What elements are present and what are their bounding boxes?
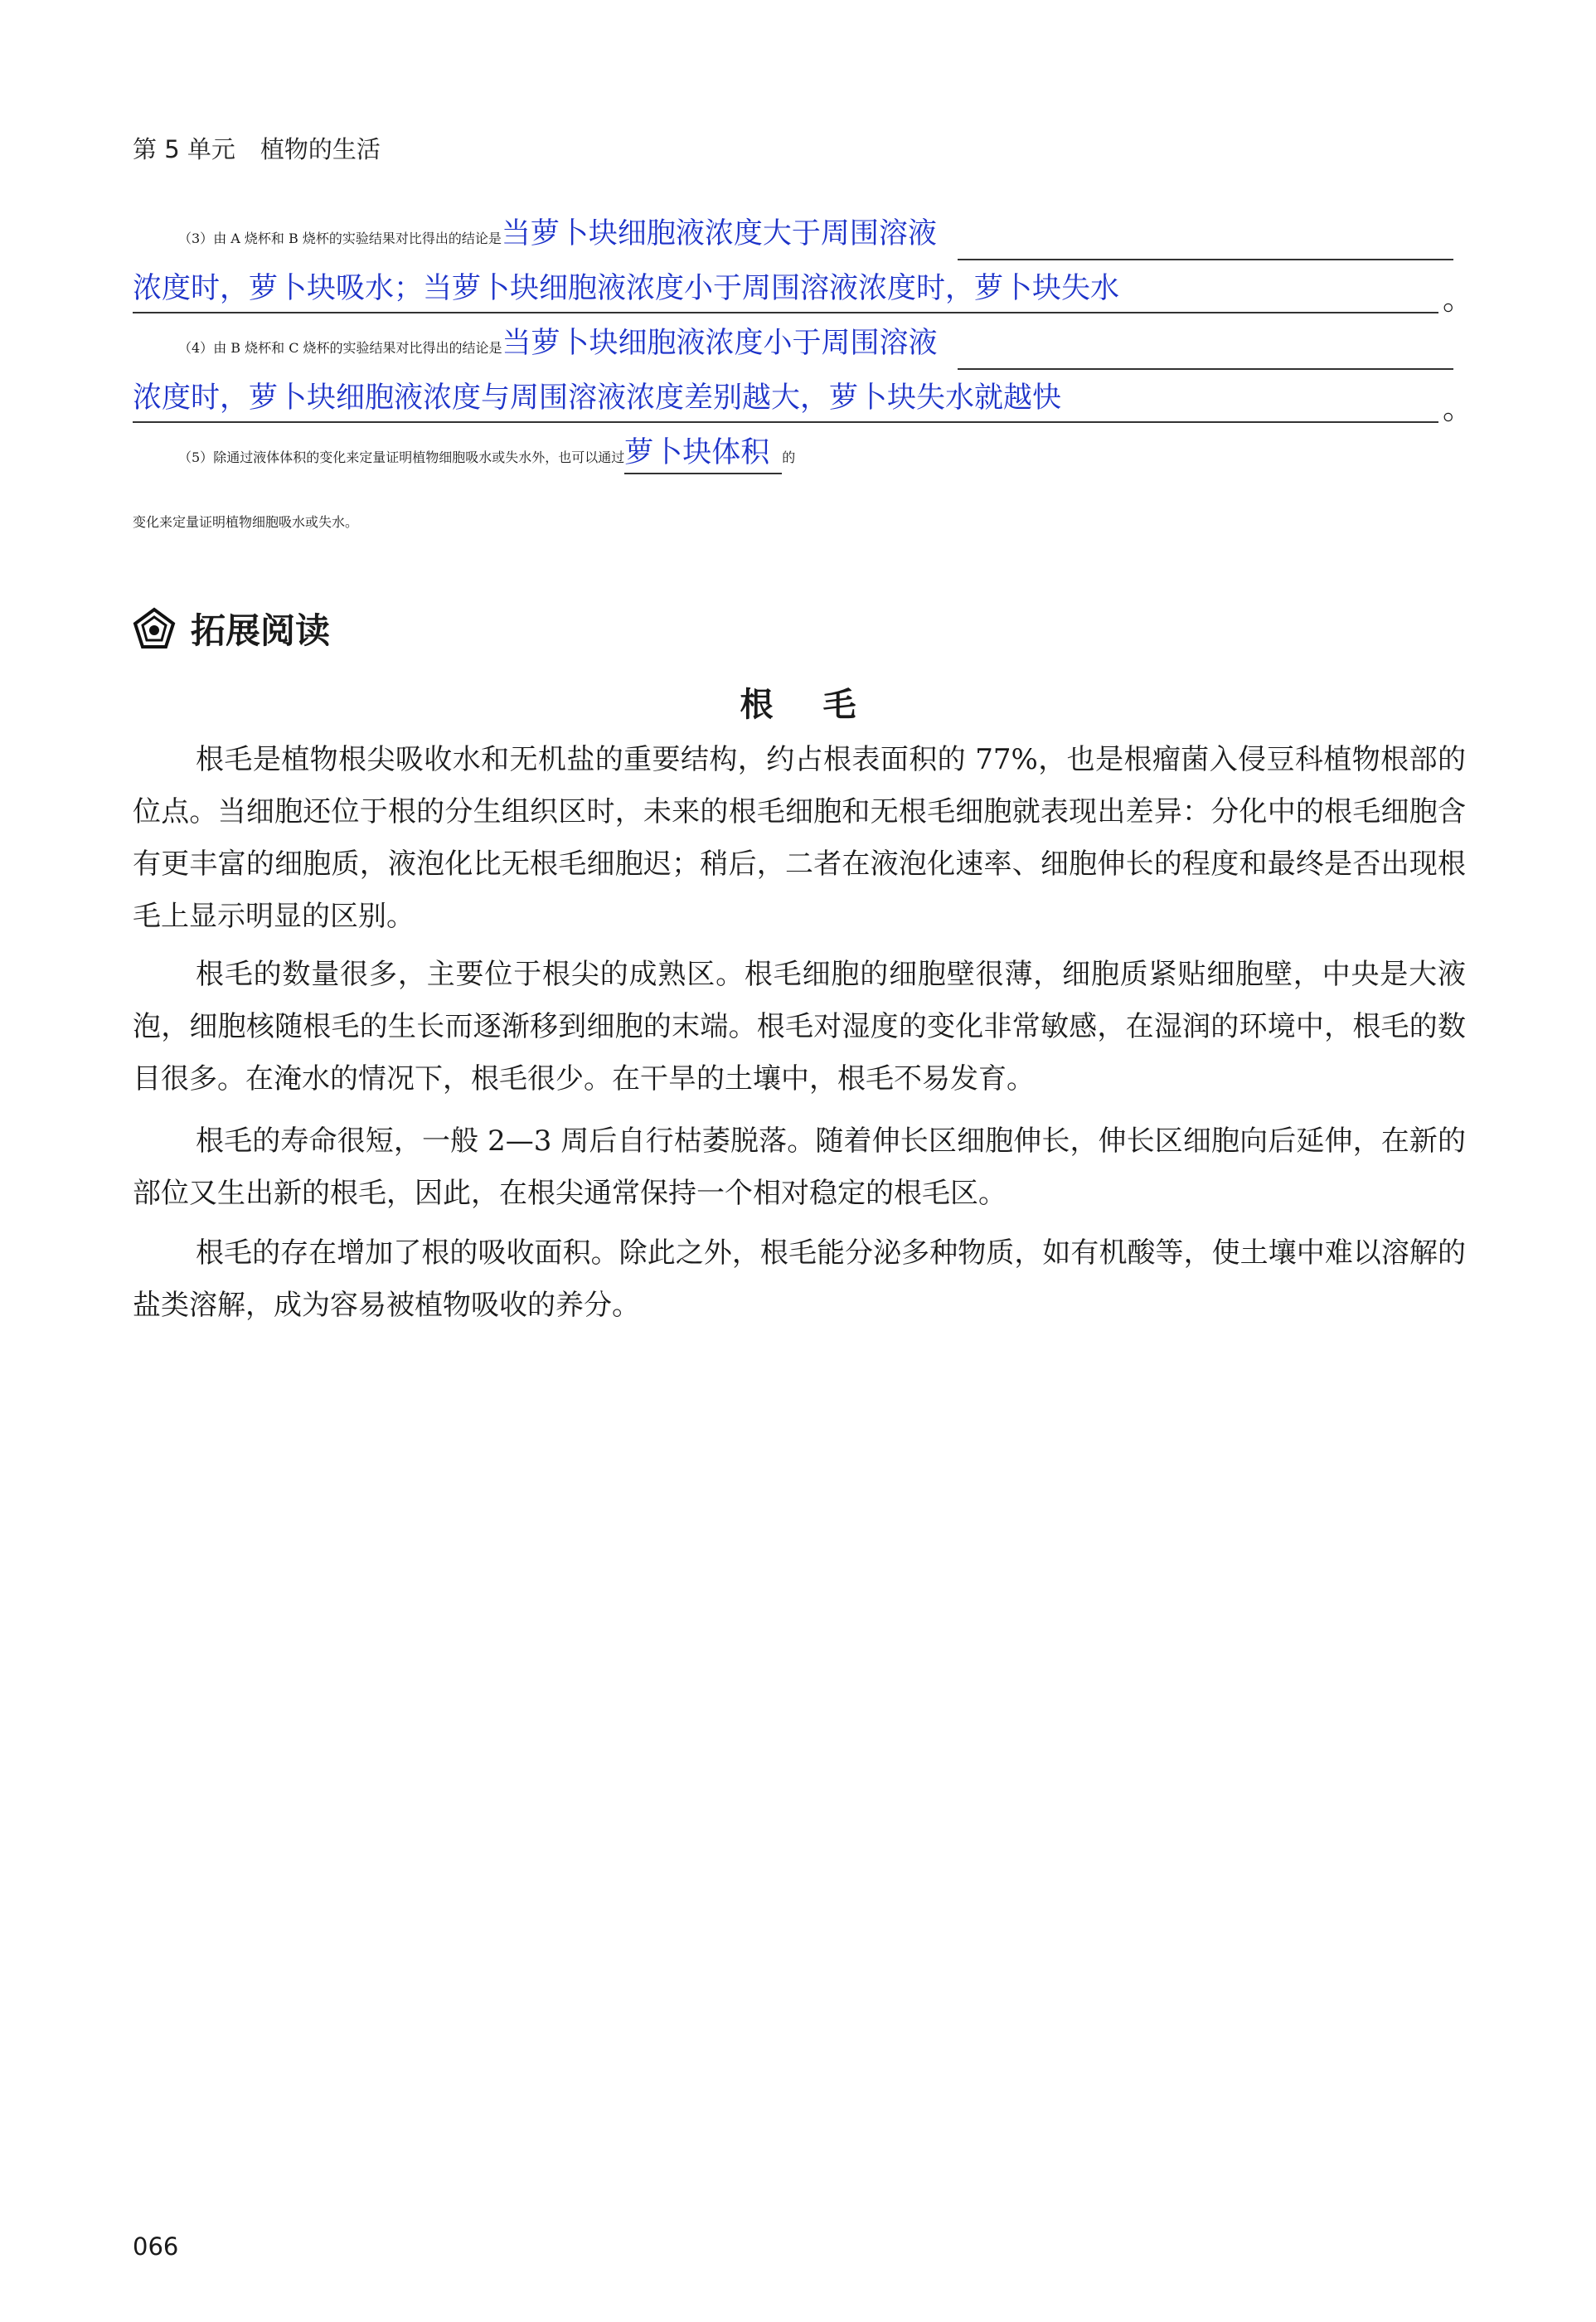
page-number: 066 — [133, 2232, 179, 2261]
section-title-text: 拓展阅读 — [191, 610, 331, 651]
question-prompt: 除通过液体体积的变化来定量证明植物细胞吸水或失水外，也可以通过 — [213, 449, 625, 465]
section-title — [133, 604, 330, 653]
question-4-line-1 — [178, 317, 938, 370]
article-paragraph: 根毛的存在增加了根的吸收面积。除此之外，根毛能分泌多种物质，如有机酸等，使土壤中难以溶解的盐类溶解，成为容易被植物吸收的养分。 — [133, 1236, 1466, 1322]
answer-text: 浓度时，萝卜块吸水；当萝卜块细胞液浓度小于周围溶液浓度时，萝卜块失水 — [133, 272, 1120, 305]
answer-underline — [958, 259, 1453, 260]
question-5-line-2 — [133, 496, 358, 549]
question-3-line-2 — [133, 262, 1119, 315]
article-paragraph: 根毛的数量很多，主要位于根尖的成熟区。根毛细胞的细胞壁很薄，细胞质紧贴细胞壁，中央是大液泡，细胞核随根毛的生长而逐渐移到细胞的末端。根毛对湿度的变化非常敏感，在湿润的环境中，根毛的数目很多。在淹水的情况下，根毛很少。在干旱的土壤中，根毛不易发育。 — [133, 958, 1466, 1095]
question-prompt: 由 A 烧杯和 B 烧杯的实验结果对比得出的结论是 — [213, 231, 502, 246]
answer-text: 浓度时，萝卜块细胞液浓度与周围溶液浓度差别越大，萝卜块失水就越快 — [133, 381, 1062, 415]
answer-text: 萝卜块体积 — [624, 433, 782, 474]
question-prompt: 由 B 烧杯和 C 烧杯的实验结果对比得出的结论是 — [213, 340, 502, 356]
question-number: （3） — [178, 231, 214, 246]
question-5-line-1 — [178, 431, 795, 484]
period: 。 — [1443, 281, 1473, 317]
page-header — [133, 131, 381, 165]
question-4-line-2 — [133, 372, 1061, 425]
answer-text: 当萝卜块细胞液浓度小于周围溶液 — [502, 327, 938, 360]
article-title: 根毛 — [740, 685, 906, 724]
question-suffix: 的 — [782, 449, 796, 465]
article-paragraph: 根毛是植物根尖吸收水和无机盐的重要结构，约占根表面积的 77%，也是根瘤菌入侵豆科植物根部的位点。当细胞还位于根的分生组织区时，未来的根毛细胞和无根毛细胞就表现出差异：分化中的根毛细胞含有更丰富的细胞质，液泡化比无根毛细胞迟；稍后，二者在液泡化速率、细胞伸长的程度和最终是否出现根毛上显示明显的区别。 — [133, 743, 1466, 933]
answer-underline — [133, 312, 1438, 313]
question-number: （4） — [178, 340, 214, 356]
question-number: （5） — [178, 449, 214, 465]
answer-underline — [133, 421, 1438, 423]
unit-title: 植物的生活 — [260, 135, 381, 163]
unit-label: 第 5 单元 — [133, 135, 235, 163]
question-3-line-1 — [178, 207, 937, 260]
article-paragraph: 根毛的寿命很短，一般 2—3 周后自行枯萎脱落。随着伸长区细胞伸长，伸长区细胞向后延伸，在新的部位又生出新的根毛，因此，在根尖通常保持一个相对稳定的根毛区。 — [133, 1125, 1466, 1210]
answer-text: 当萝卜块细胞液浓度大于周围溶液 — [501, 217, 937, 250]
period: 。 — [1443, 391, 1473, 426]
answer-underline — [958, 368, 1453, 370]
question-text: 变化来定量证明植物细胞吸水或失水。 — [133, 514, 359, 530]
expand-reading-icon — [133, 607, 176, 650]
